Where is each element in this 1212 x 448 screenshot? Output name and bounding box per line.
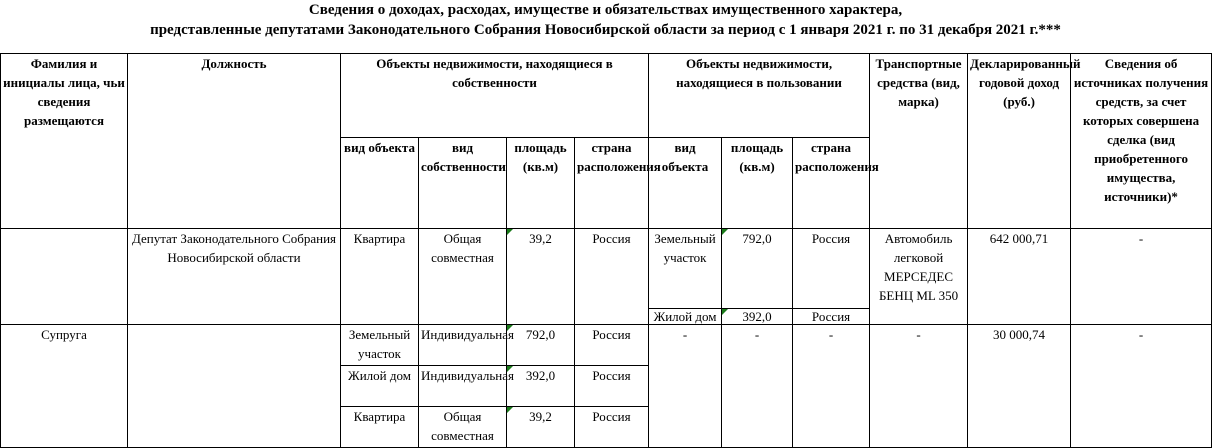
header-transport: Транспортные средства (вид, марка) [870,54,968,229]
header-used-area: площадь (кв.м) [722,138,793,229]
cell-owned-country: Россия [575,229,649,325]
title-line-2: представленные депутатами Законодательного Собрания Новосибирской области за период с 1 января 2021 г. по 31 декабря 2021 г.*** [150,22,1061,38]
cell-used-type: Жилой дом [649,309,722,325]
cell-ownership: Индивидуальная [419,325,507,366]
cell-name [1,229,128,325]
cell-income: 642 000,71 [968,229,1071,325]
header-used-type: вид объекта [649,138,722,229]
cell-owned-area: 392,0 [507,366,575,407]
declaration-table [0,53,1212,448]
cell-transport: Автомобиль легковой МЕРСЕДЕС БЕНЦ ML 350 [870,229,968,325]
cell-transport: - [870,325,968,448]
cell-owned-country: Россия [575,366,649,407]
header-row-1 [1,54,1212,138]
header-position: Должность [128,54,341,229]
cell-name: Супруга [1,325,128,448]
header-ownership-kind: вид собственности [419,138,507,229]
document-title [0,0,1211,40]
cell-position: Депутат Законодательного Собрания Новосибирской области [128,229,341,325]
table-row [1,325,1212,366]
header-owned-country: страна расположения [575,138,649,229]
cell-sources: - [1071,325,1212,448]
cell-owned-type: Земельный участок [341,325,419,366]
cell-used-country: Россия [793,229,870,309]
cell-position [128,325,341,448]
cell-owned-area: 792,0 [507,325,575,366]
header-sources: Сведения об источниках получения средств, за счет которых совершена сделка (вид приобретенного имущества, источники)* [1071,54,1212,229]
cell-owned-type: Жилой дом [341,366,419,407]
cell-used-type: Земельный участок [649,229,722,309]
cell-owned-country: Россия [575,407,649,448]
title-line-1: Сведения о доходах, расходах, имуществе и обязательствах имущественного характера, [308,2,903,18]
cell-ownership: Общая совместная [419,229,507,325]
header-used-group: Объекты недвижимости, находящиеся в пользовании [649,54,870,138]
cell-sources: - [1071,229,1212,325]
cell-owned-country: Россия [575,325,649,366]
header-owned-group: Объекты недвижимости, находящиеся в собственности [341,54,649,138]
header-owned-type: вид объекта [341,138,419,229]
cell-used-area: 792,0 [722,229,793,309]
header-owned-area: площадь (кв.м) [507,138,575,229]
table-row [1,229,1212,309]
cell-used-type: - [649,325,722,448]
header-name: Фамилия и инициалы лица, чьи сведения размещаются [1,54,128,229]
cell-used-area: - [722,325,793,448]
cell-owned-area: 39,2 [507,229,575,325]
cell-owned-area: 39,2 [507,407,575,448]
cell-used-country: - [793,325,870,448]
cell-ownership: Общая совместная [419,407,507,448]
cell-used-area: 392,0 [722,309,793,325]
cell-owned-type: Квартира [341,229,419,325]
cell-used-country: Россия [793,309,870,325]
cell-income: 30 000,74 [968,325,1071,448]
header-income: Декларированный годовой доход (руб.) [968,54,1071,229]
header-used-country: страна расположения [793,138,870,229]
cell-owned-type: Квартира [341,407,419,448]
cell-ownership: Индивидуальная [419,366,507,407]
